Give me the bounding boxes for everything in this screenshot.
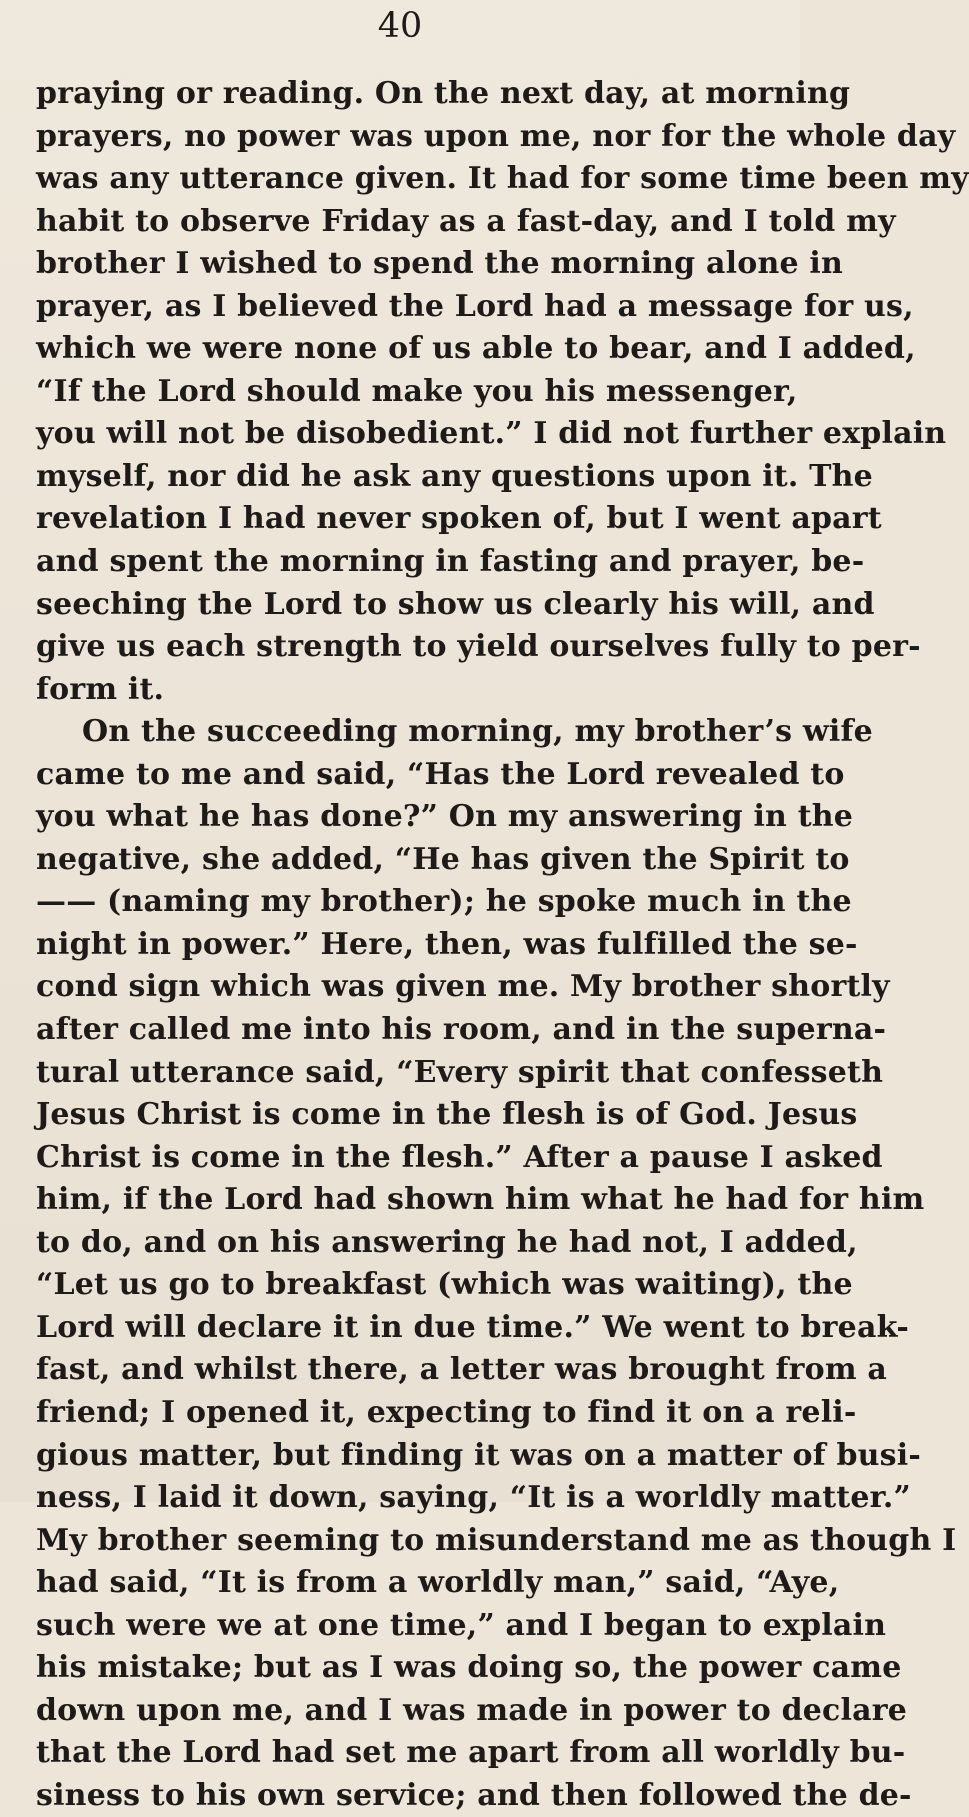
body-text <box>36 73 969 1817</box>
text-line: down upon me, and I was made in power to declare <box>36 1692 908 1728</box>
text-line: after called me into his room, and in the superna- <box>36 1012 887 1048</box>
text-line: habit to observe Friday as a fast-day, and I told my <box>36 203 896 239</box>
text-line: revelation I had never spoken of, but I went apart <box>36 501 882 537</box>
text-line: prayer, as I believed the Lord had a message for us, <box>36 288 914 324</box>
page-number: 40 <box>377 6 423 46</box>
text-line: praying or reading. On the next day, at morning <box>36 76 851 111</box>
text-line: you will not be disobedient.” I did not further explain <box>36 416 947 452</box>
text-line: his mistake; but as I was doing so, the power came <box>36 1650 902 1686</box>
text-line: —— (naming my brother); he spoke much in the <box>36 884 852 920</box>
text-line: to do, and on his answering he had not, I added, <box>36 1224 858 1260</box>
text-line: had said, “It is from a worldly man,” said, “Aye, <box>36 1565 840 1601</box>
text-line: brother I wished to spend the morning alone in <box>36 246 843 282</box>
text-line: Christ is come in the flesh.” After a pause I asked <box>36 1139 883 1175</box>
text-line: that the Lord had set me apart from all worldly bu- <box>36 1735 906 1771</box>
text-line: ness, I laid it down, saying, “It is a worldly matter.” <box>36 1480 911 1516</box>
text-line: “Let us go to breakfast (which was waiting), the <box>36 1267 853 1303</box>
text-line: myself, nor did he ask any questions upon it. The <box>36 458 873 494</box>
text-line: night in power.” Here, then, was fulfilled the se- <box>36 926 858 962</box>
text-line: friend; I opened it, expecting to find it on a reli- <box>36 1394 857 1430</box>
text-line: “If the Lord should make you his messenger, <box>36 373 798 409</box>
text-line: and spent the morning in fasting and prayer, be- <box>36 544 865 580</box>
text-line: seeching the Lord to show us clearly his will, and <box>36 586 875 622</box>
paragraph-start-line: On the succeeding morning, my brother’s wife <box>82 714 873 750</box>
text-line: Lord will declare it in due time.” We went to break- <box>36 1309 910 1345</box>
text-line: gious matter, but finding it was on a matter of busi- <box>36 1437 921 1473</box>
text-line: negative, she added, “He has given the Spirit to <box>36 841 850 877</box>
text-line: was any utterance given. It had for some time been my <box>36 161 969 197</box>
text-line: tural utterance said, “Every spirit that confesseth <box>36 1054 884 1090</box>
text-line: which we were none of us able to bear, and I added, <box>36 331 916 367</box>
paragraph-end-line: form it. <box>36 671 165 707</box>
text-line: cond sign which was given me. My brother shortly <box>36 969 890 1005</box>
text-line: give us each strength to yield ourselves fully to per- <box>36 629 921 665</box>
text-line: siness to his own service; and then followed the de- <box>36 1777 912 1813</box>
text-line: prayers, no power was upon me, nor for the whole day <box>36 118 956 154</box>
text-line: Jesus Christ is come in the flesh is of God. Jesus <box>36 1097 858 1133</box>
text-line: such were we at one time,” and I began to explain <box>36 1607 887 1643</box>
text-line: him, if the Lord had shown him what he had for him <box>36 1182 925 1218</box>
text-line: you what he has done?” On my answering in the <box>36 799 854 835</box>
text-line: My brother seeming to misunderstand me as though I <box>36 1522 957 1558</box>
text-line: fast, and whilst there, a letter was brought from a <box>36 1352 888 1388</box>
text-line: came to me and said, “Has the Lord revealed to <box>36 756 845 792</box>
